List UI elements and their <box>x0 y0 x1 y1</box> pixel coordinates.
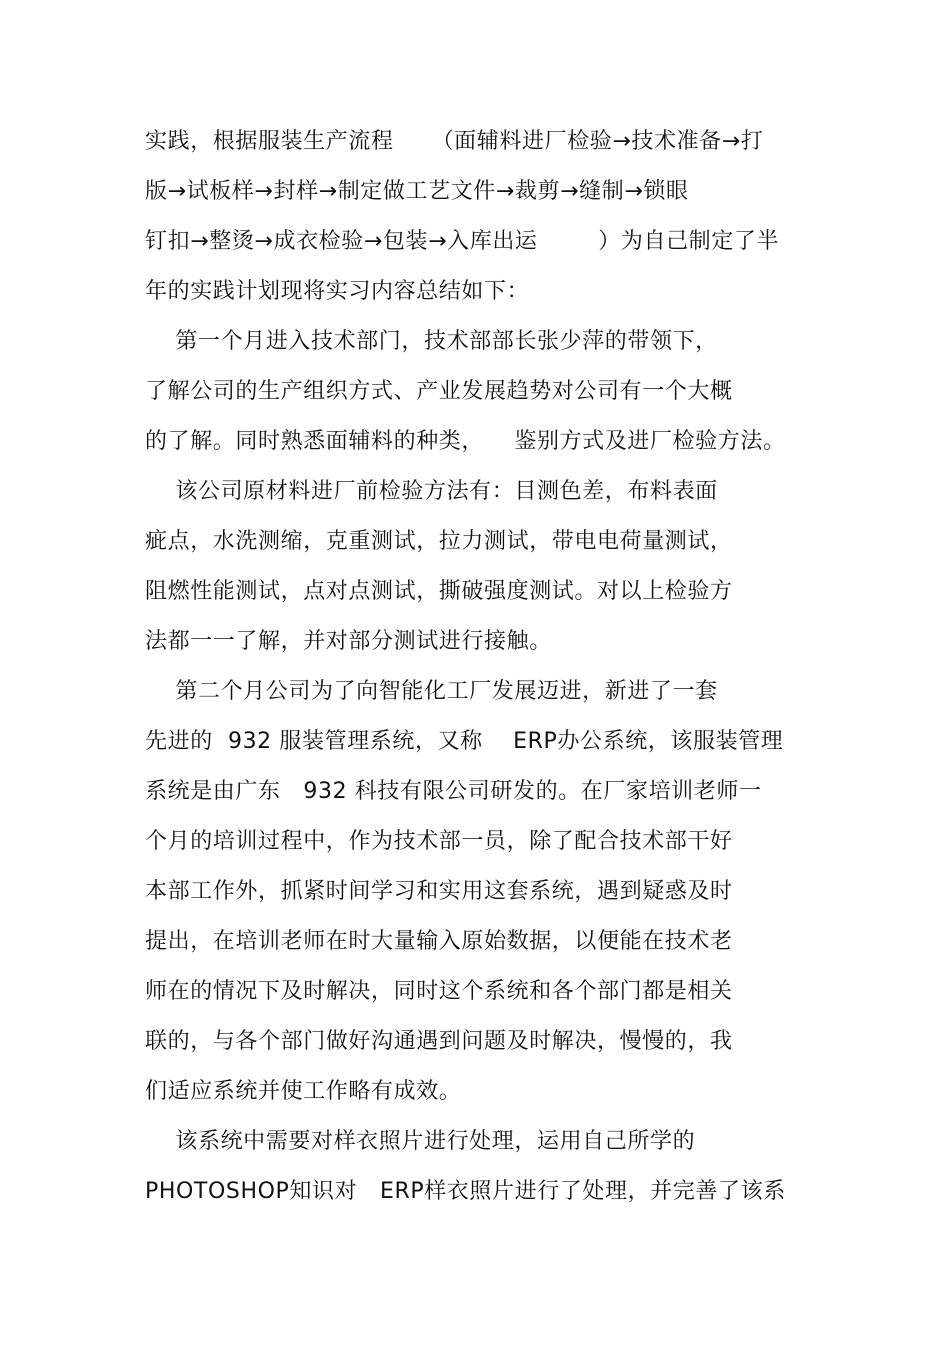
text-line: 该公司原材料进厂前检验方法有：目测色差，布料表面 <box>145 479 718 504</box>
text-line: 联的，与各个部门做好沟通遇到问题及时解决，慢慢的，我 <box>145 1029 733 1054</box>
text-line: 第二个月公司为了向智能化工厂发展迈进，新进了一套 <box>145 679 718 704</box>
text-line: 年的实践计划现将实习内容总结如下： <box>145 279 530 304</box>
text-line: 法都一一了解，并对部分测试进行接触。 <box>145 629 552 654</box>
text-line: 钉扣→整烫→成衣检验→包装→入库出运 ）为自己制定了半 <box>145 229 780 254</box>
text-line: 系统是由广东 932 科技有限公司研发的。在厂家培训老师一 <box>145 779 762 804</box>
text-line: 本部工作外，抓紧时间学习和实用这套系统，遇到疑惑及时 <box>145 879 733 904</box>
text-line: PHOTOSHOP知识对 ERP样衣照片进行了处理，并完善了该系 <box>145 1179 786 1204</box>
text-line: 了解公司的生产组织方式、产业发展趋势对公司有一个大概 <box>145 379 733 404</box>
text-line: 师在的情况下及时解决，同时这个系统和各个部门都是相关 <box>145 979 733 1004</box>
text-line: 先进的 932 服装管理系统，又称 ERP办公系统，该服装管理 <box>145 729 784 754</box>
text-line: 阻燃性能测试，点对点测试，撕破强度测试。对以上检验方 <box>145 579 733 604</box>
text-line: 的了解。同时熟悉面辅料的种类， 鉴别方式及进厂检验方法。 <box>145 429 786 454</box>
text-line: 们适应系统并使工作略有成效。 <box>145 1079 462 1104</box>
text-line: 该系统中需要对样衣照片进行处理，运用自己所学的 <box>145 1129 696 1154</box>
text-line: 疵点，水洗测缩，克重测试，拉力测试，带电电荷量测试， <box>145 529 733 554</box>
text-line: 第一个月进入技术部门，技术部部长张少萍的带领下， <box>145 329 718 354</box>
text-line: 版→试板样→封样→制定做工艺文件→裁剪→缝制→锁眼 <box>145 179 689 204</box>
text-line: 个月的培训过程中，作为技术部一员，除了配合技术部干好 <box>145 829 733 854</box>
text-line: 实践，根据服装生产流程 （面辅料进厂检验→技术准备→打 <box>145 129 764 154</box>
text-line: 提出，在培训老师在时大量输入原始数据，以便能在技术老 <box>145 929 733 954</box>
